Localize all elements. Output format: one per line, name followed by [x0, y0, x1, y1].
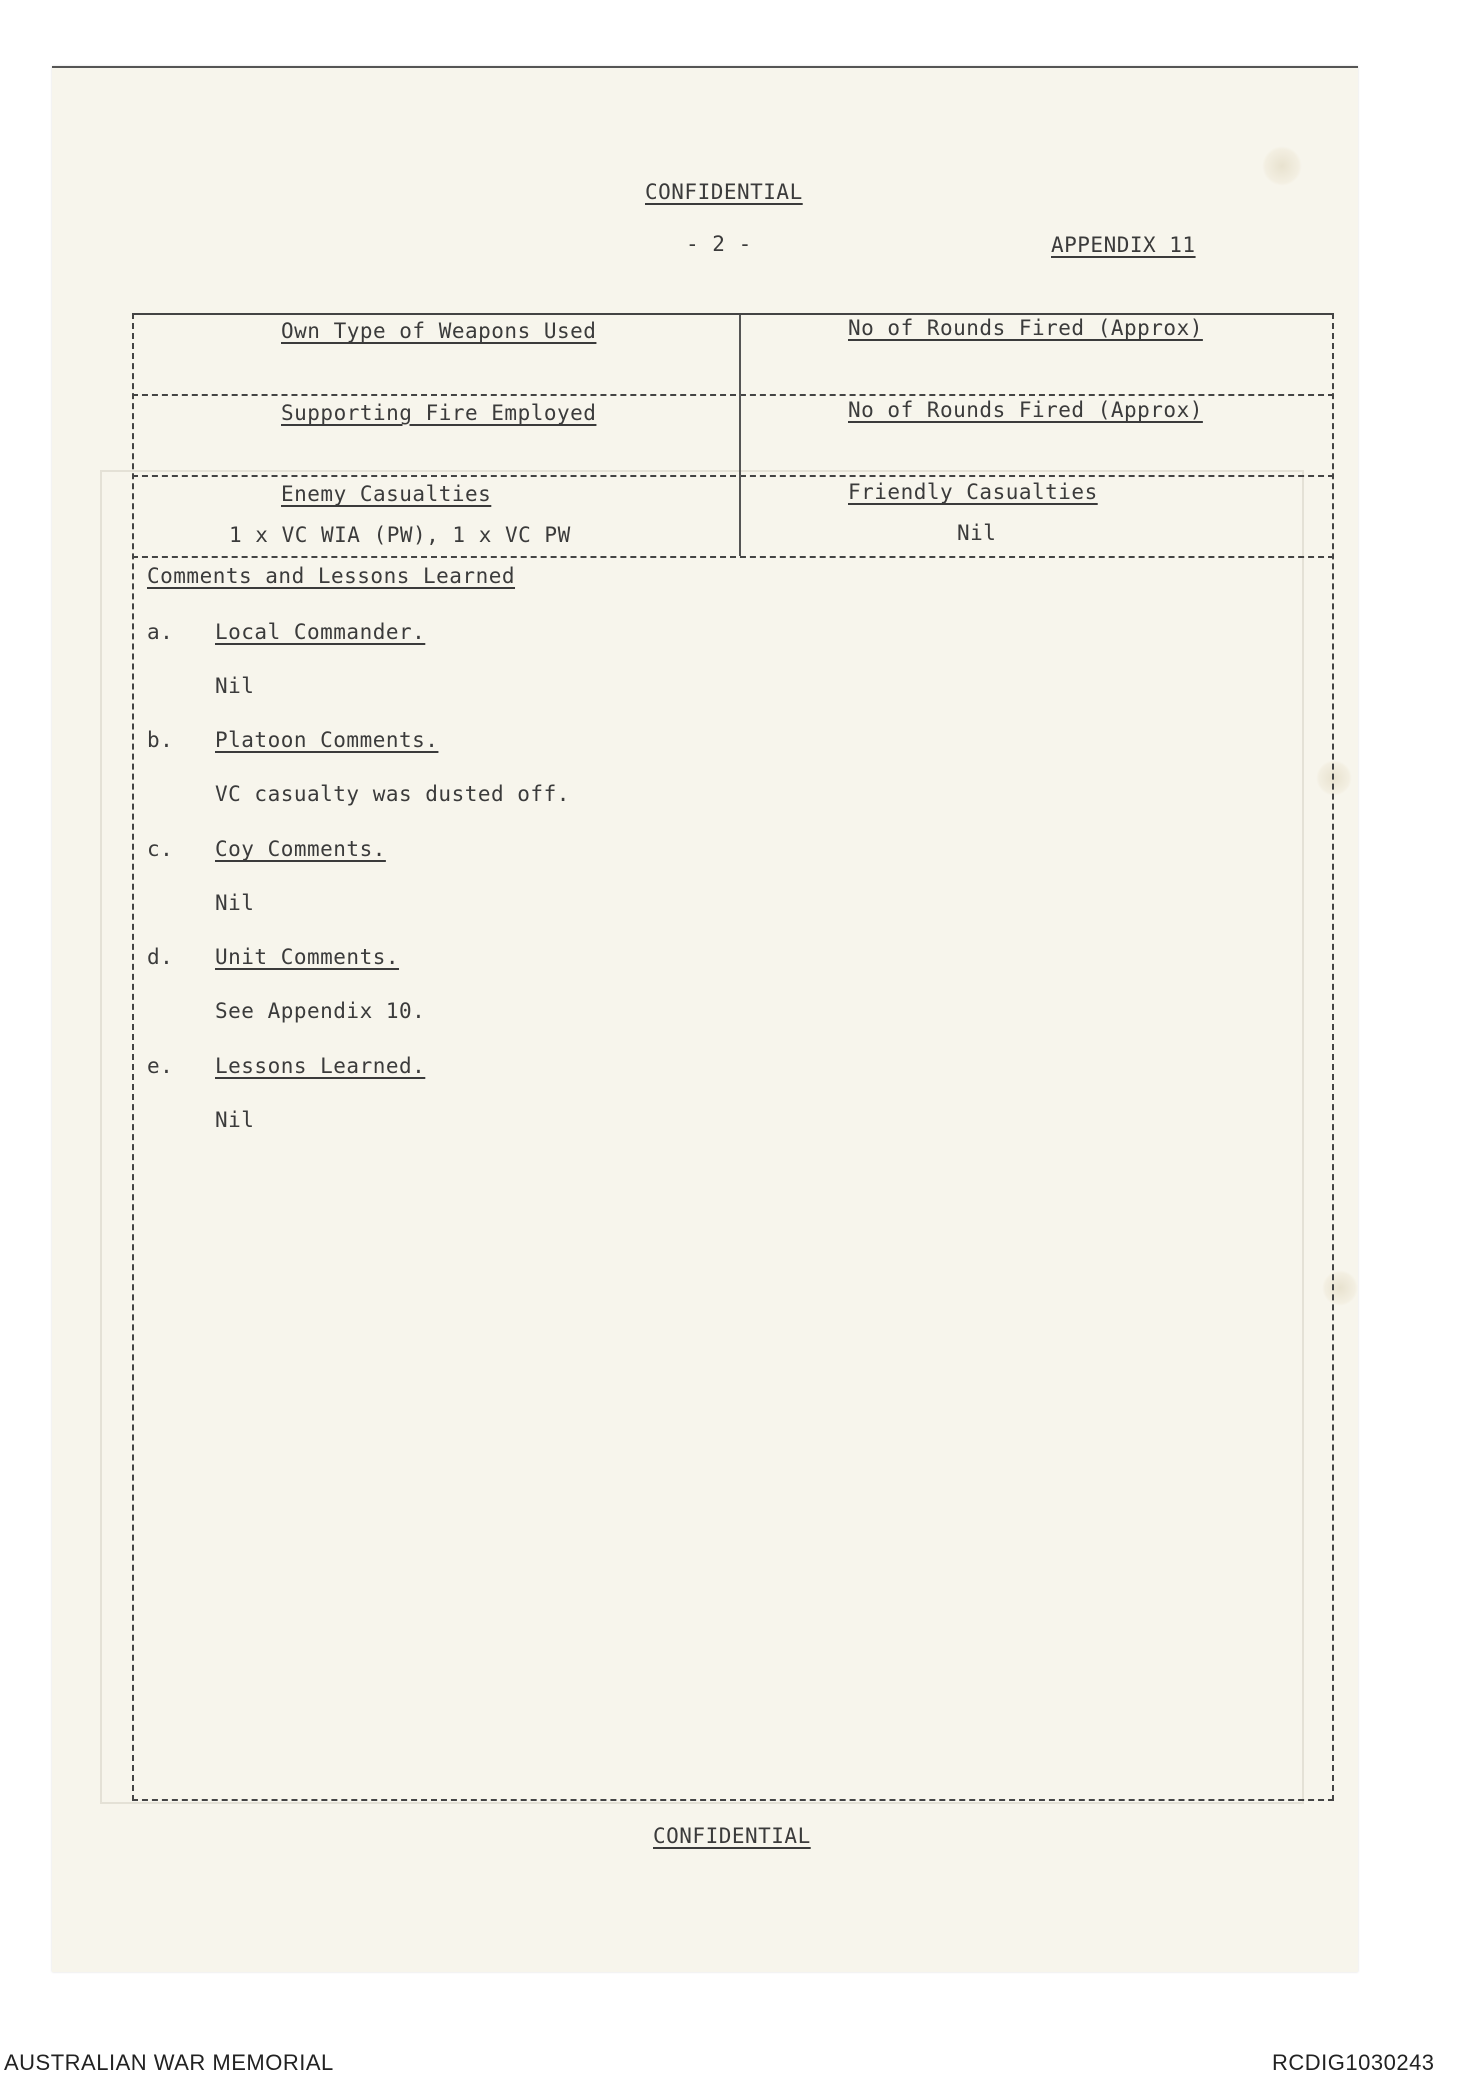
footer-classification: CONFIDENTIAL	[653, 1824, 811, 1848]
column-divider	[739, 315, 741, 556]
comment-body-d: See Appendix 10.	[215, 999, 426, 1023]
row-divider-1	[132, 394, 1334, 396]
comment-body-c: Nil	[215, 891, 255, 915]
comment-heading-a: Local Commander.	[215, 620, 426, 644]
comment-letter-b: b.	[147, 728, 174, 752]
enemy-casualties-value: 1 x VC WIA (PW), 1 x VC PW	[229, 523, 571, 547]
friendly-casualties-value: Nil	[957, 521, 997, 545]
rounds-fired-label-1: No of Rounds Fired (Approx)	[848, 316, 1203, 340]
header-classification: CONFIDENTIAL	[645, 180, 803, 204]
comment-letter-e: e.	[147, 1054, 174, 1078]
archive-institution: AUSTRALIAN WAR MEMORIAL	[4, 2050, 334, 2075]
row-divider-2	[132, 475, 1334, 477]
comment-heading-c: Coy Comments.	[215, 837, 386, 861]
comment-heading-b: Platoon Comments.	[215, 728, 439, 752]
comment-body-e: Nil	[215, 1108, 255, 1132]
supporting-fire-label: Supporting Fire Employed	[281, 401, 597, 425]
page-number: - 2 -	[686, 232, 752, 256]
rounds-fired-label-2: No of Rounds Fired (Approx)	[848, 398, 1203, 422]
comment-body-a: Nil	[215, 674, 255, 698]
comments-title: Comments and Lessons Learned	[147, 564, 516, 588]
appendix-label: APPENDIX 11	[1051, 233, 1196, 257]
paper-stain-top	[1262, 146, 1302, 186]
own-weapons-label: Own Type of Weapons Used	[281, 319, 597, 343]
scan-edge-line	[52, 66, 1358, 68]
comment-heading-d: Unit Comments.	[215, 945, 400, 969]
comment-heading-e: Lessons Learned.	[215, 1054, 426, 1078]
enemy-casualties-label: Enemy Casualties	[281, 482, 492, 506]
comment-letter-c: c.	[147, 837, 174, 861]
archive-reference: RCDIG1030243	[1272, 2050, 1435, 2075]
row-divider-3	[132, 556, 1334, 558]
comment-letter-d: d.	[147, 945, 174, 969]
comment-letter-a: a.	[147, 620, 174, 644]
friendly-casualties-label: Friendly Casualties	[848, 480, 1098, 504]
comment-body-b: VC casualty was dusted off.	[215, 782, 570, 806]
